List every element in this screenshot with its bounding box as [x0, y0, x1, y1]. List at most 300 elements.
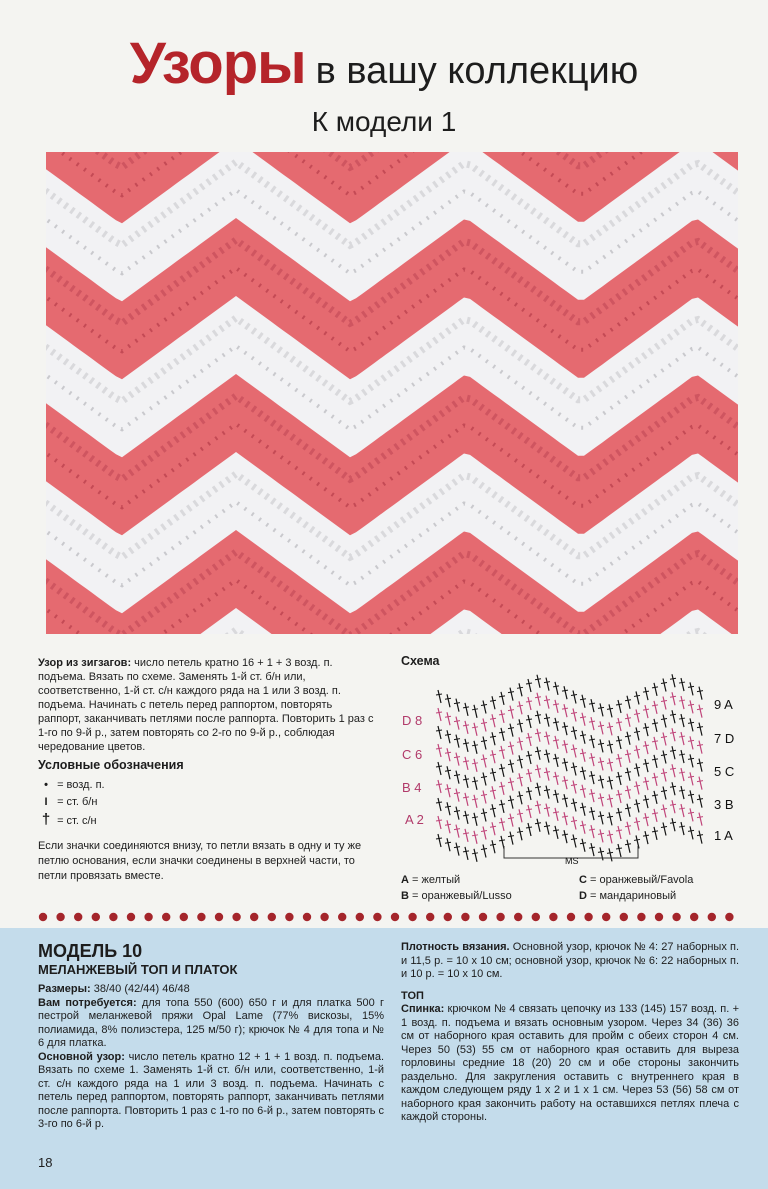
stitch-crossbar — [517, 795, 523, 796]
stitch-symbol — [663, 715, 666, 728]
stitch-symbol — [573, 726, 576, 739]
stitch-crossbar — [679, 826, 685, 827]
stitch-crossbar — [544, 772, 550, 773]
stitch-symbol — [456, 825, 459, 838]
stitch-crossbar — [688, 758, 694, 759]
stitch-crossbar — [562, 726, 568, 727]
stitch-crossbar — [598, 815, 604, 816]
stitch-symbol — [474, 741, 477, 754]
color-key-b: B = оранжевый/Lusso — [401, 890, 512, 902]
stitch-symbol — [573, 816, 576, 829]
stitch-crossbar — [616, 830, 622, 831]
stitch-crossbar — [472, 817, 478, 818]
stitch-crossbar — [661, 737, 667, 738]
stitch-crossbar — [580, 825, 586, 826]
stitch-crossbar — [526, 809, 532, 810]
stitch-symbol — [636, 781, 639, 794]
stitch-crossbar — [643, 781, 649, 782]
stitch-crossbar — [454, 757, 460, 758]
stitch-symbol — [546, 786, 549, 799]
legend-row-double-crochet — [38, 811, 105, 828]
stitch-symbol — [456, 789, 459, 802]
stitch-symbol — [582, 839, 585, 852]
stitch-crossbar — [481, 723, 487, 724]
color-key-d: D = мандариновый — [579, 890, 677, 902]
stitch-crossbar — [508, 764, 514, 765]
stitch-crossbar — [535, 697, 541, 698]
stitch-crossbar — [697, 745, 703, 746]
stitch-symbol — [699, 813, 702, 826]
stitch-symbol — [465, 739, 468, 752]
stitch-crossbar — [436, 748, 442, 749]
stitch-crossbar — [526, 791, 532, 792]
stitch-crossbar — [490, 718, 496, 719]
stitch-crossbar — [616, 704, 622, 705]
model-subtitle: МЕЛАНЖЕВЫЙ ТОП И ПЛАТОК — [38, 962, 238, 977]
stitch-symbol — [564, 704, 567, 717]
stitch-crossbar — [697, 817, 703, 818]
stitch-crossbar — [616, 758, 622, 759]
stitch-symbol — [591, 843, 594, 856]
stitch-crossbar — [508, 818, 514, 819]
model-title: МОДЕЛЬ 10 — [38, 941, 143, 961]
stitch-symbol — [681, 732, 684, 745]
stitch-crossbar — [553, 794, 559, 795]
stitch-symbol — [501, 692, 504, 705]
stitch-symbol — [438, 708, 441, 721]
stitch-symbol — [690, 754, 693, 767]
legend-heading: Условные обозначения — [38, 758, 184, 772]
stitch-symbol — [492, 804, 495, 817]
stitch-crossbar — [634, 785, 640, 786]
stitch-crossbar — [625, 826, 631, 827]
stitch-crossbar — [607, 708, 613, 709]
stitch-symbol — [609, 740, 612, 753]
stitch-symbol — [438, 762, 441, 775]
stitch-crossbar — [454, 847, 460, 848]
stitch-symbol — [456, 735, 459, 748]
stitch-crossbar — [697, 763, 703, 764]
stitch-symbol — [474, 849, 477, 862]
stitch-symbol — [483, 791, 486, 804]
stitch-crossbar — [544, 826, 550, 827]
stitch-crossbar — [670, 714, 676, 715]
stitch-crossbar — [580, 699, 586, 700]
stitch-symbol — [654, 719, 657, 732]
stitch-crossbar — [643, 817, 649, 818]
stitch-symbol — [519, 791, 522, 804]
stitch-crossbar — [553, 740, 559, 741]
stitch-crossbar — [607, 834, 613, 835]
stitch-symbol — [474, 813, 477, 826]
stitch-symbol — [627, 714, 630, 727]
stitch-crossbar — [571, 730, 577, 731]
stitch-symbol — [492, 840, 495, 853]
stitch-symbol — [546, 822, 549, 835]
stitch-crossbar — [571, 748, 577, 749]
stitch-crossbar — [652, 795, 658, 796]
stitch-symbol — [609, 704, 612, 717]
stitch-crossbar — [589, 847, 595, 848]
stitch-symbol — [447, 802, 450, 815]
stitch-symbol — [600, 793, 603, 806]
stitch-symbol — [618, 700, 621, 713]
stitch-crossbar — [670, 786, 676, 787]
divider-dot — [268, 913, 276, 921]
stitch-crossbar — [688, 686, 694, 687]
stitch-symbol — [690, 700, 693, 713]
stitch-symbol — [609, 722, 612, 735]
stitch-crossbar — [481, 777, 487, 778]
stitch-symbol — [690, 808, 693, 821]
model-right-column — [401, 941, 739, 1125]
row-label-right: 3 B — [714, 797, 734, 812]
stitch-symbol — [690, 736, 693, 749]
stitch-crossbar — [634, 821, 640, 822]
stitch-crossbar — [670, 768, 676, 769]
stitch-symbol — [681, 678, 684, 691]
stitch-crossbar — [436, 820, 442, 821]
stitch-crossbar — [499, 804, 505, 805]
stitch-symbol — [627, 840, 630, 853]
stitch-crossbar — [670, 732, 676, 733]
stitch-crossbar — [463, 815, 469, 816]
stitch-crossbar — [526, 737, 532, 738]
model-left-column — [38, 941, 384, 1132]
stitch-symbol — [528, 823, 531, 836]
stitch-crossbar — [661, 719, 667, 720]
stitch-crossbar — [463, 761, 469, 762]
stitch-crossbar — [481, 831, 487, 832]
stitch-crossbar — [436, 694, 442, 695]
stitch-symbol — [618, 736, 621, 749]
stitch-symbol — [501, 728, 504, 741]
stitch-crossbar — [697, 835, 703, 836]
divider-dot — [338, 913, 346, 921]
stitch-crossbar — [481, 759, 487, 760]
stitch-symbol — [654, 683, 657, 696]
stitch-symbol — [681, 822, 684, 835]
stitch-crossbar — [634, 839, 640, 840]
stitch-symbol — [618, 808, 621, 821]
stitch-symbol — [663, 769, 666, 782]
stitch-crossbar — [616, 740, 622, 741]
stitch-symbol — [564, 812, 567, 825]
stitch-symbol — [519, 737, 522, 750]
stitch-crossbar — [499, 840, 505, 841]
stitch-crossbar — [490, 790, 496, 791]
stitch-crossbar — [589, 703, 595, 704]
stitch-symbol — [492, 786, 495, 799]
stitch-crossbar — [472, 853, 478, 854]
stitch-symbol — [528, 679, 531, 692]
stitch-symbol — [519, 773, 522, 786]
stitch-symbol — [546, 804, 549, 817]
stitch-symbol — [618, 844, 621, 857]
divider-dot — [655, 913, 663, 921]
stitch-symbol — [492, 696, 495, 709]
stitch-symbol — [555, 772, 558, 785]
stitch-crossbar — [526, 683, 532, 684]
divider-dot — [672, 913, 680, 921]
stitch-crossbar — [526, 719, 532, 720]
stitch-symbol — [510, 760, 513, 773]
stitch-crossbar — [688, 722, 694, 723]
divider-dot — [584, 913, 592, 921]
stitch-symbol — [681, 696, 684, 709]
stitch-symbol — [537, 729, 540, 742]
stitch-crossbar — [562, 780, 568, 781]
stitch-crossbar — [463, 725, 469, 726]
stitch-symbol — [645, 687, 648, 700]
stitch-symbol — [573, 798, 576, 811]
stitch-crossbar — [472, 835, 478, 836]
knitting-texture-image — [46, 152, 738, 634]
divider-dot — [549, 913, 557, 921]
stitch-symbol — [501, 746, 504, 759]
stitch-crossbar — [607, 816, 613, 817]
stitch-crossbar — [697, 799, 703, 800]
stitch-symbol — [447, 820, 450, 833]
stitch-symbol — [465, 811, 468, 824]
stitch-symbol — [636, 763, 639, 776]
stitch-crossbar — [598, 743, 604, 744]
stitch-symbol — [645, 705, 648, 718]
stitch-symbol — [582, 731, 585, 744]
stitch-crossbar — [490, 826, 496, 827]
dotted-divider — [38, 911, 738, 923]
stitch-symbol — [636, 727, 639, 740]
stitch-crossbar — [643, 691, 649, 692]
stitch-symbol — [672, 728, 675, 741]
stitch-symbol — [447, 712, 450, 725]
stitch-crossbar — [508, 800, 514, 801]
stitch-crossbar — [580, 843, 586, 844]
stitch-crossbar — [661, 683, 667, 684]
divider-dot — [567, 913, 575, 921]
stitch-symbol — [573, 762, 576, 775]
stitch-crossbar — [661, 791, 667, 792]
stitch-crossbar — [562, 834, 568, 835]
stitch-crossbar — [643, 709, 649, 710]
double-crochet-icon: † — [41, 811, 51, 828]
stitch-symbol — [609, 830, 612, 843]
stitch-symbol — [510, 796, 513, 809]
schema-heading: Схема — [401, 654, 440, 668]
stitch-symbol — [501, 710, 504, 723]
divider-dot — [356, 913, 364, 921]
stitch-crossbar — [481, 705, 487, 706]
stitch-crossbar — [445, 842, 451, 843]
stitch-symbol — [699, 777, 702, 790]
stitch-crossbar — [679, 772, 685, 773]
stitch-crossbar — [571, 838, 577, 839]
stitch-crossbar — [472, 709, 478, 710]
stitch-crossbar — [589, 721, 595, 722]
stitch-crossbar — [625, 772, 631, 773]
stitch-crossbar — [598, 833, 604, 834]
stitch-crossbar — [517, 723, 523, 724]
stitch-crossbar — [517, 759, 523, 760]
stitch-crossbar — [562, 816, 568, 817]
stitch-crossbar — [535, 823, 541, 824]
stitch-symbol — [528, 805, 531, 818]
stitch-symbol — [573, 708, 576, 721]
stitch-symbol — [672, 782, 675, 795]
stitch-symbol — [474, 723, 477, 736]
stitch-symbol — [438, 780, 441, 793]
stitch-symbol — [591, 771, 594, 784]
stitch-symbol — [555, 790, 558, 803]
stitch-symbol — [447, 748, 450, 761]
legend-label: = ст. с/н — [57, 815, 97, 827]
stitch-crossbar — [517, 813, 523, 814]
stitch-symbol — [546, 768, 549, 781]
stitch-crossbar — [652, 813, 658, 814]
stitch-symbol — [555, 736, 558, 749]
stitch-crossbar — [436, 712, 442, 713]
stitch-crossbar — [625, 718, 631, 719]
stitch-crossbar — [688, 704, 694, 705]
stitch-crossbar — [580, 771, 586, 772]
pattern-name: Узор из зигзагов: — [38, 657, 132, 669]
stitch-symbol — [546, 750, 549, 763]
stitch-crossbar — [454, 703, 460, 704]
stitch-crossbar — [580, 717, 586, 718]
stitch-crossbar — [517, 741, 523, 742]
page-subtitle: К модели 1 — [311, 106, 457, 137]
stitch-crossbar — [625, 790, 631, 791]
stitch-symbol — [483, 719, 486, 732]
stitch-crossbar — [544, 736, 550, 737]
stitch-symbol — [546, 696, 549, 709]
stitch-crossbar — [481, 813, 487, 814]
stitch-symbol — [447, 784, 450, 797]
divider-dot — [690, 913, 698, 921]
stitch-crossbar — [643, 745, 649, 746]
color-key-c: C = оранжевый/Favola — [579, 874, 694, 886]
stitch-crossbar — [670, 804, 676, 805]
stitch-crossbar — [490, 844, 496, 845]
stitch-crossbar — [697, 727, 703, 728]
stitch-symbol — [654, 755, 657, 768]
stitch-symbol — [618, 718, 621, 731]
stitch-crossbar — [643, 727, 649, 728]
stitch-crossbar — [688, 794, 694, 795]
divider-dot — [602, 913, 610, 921]
stitch-crossbar — [436, 838, 442, 839]
stitch-crossbar — [499, 786, 505, 787]
stitch-crossbar — [598, 725, 604, 726]
stitch-crossbar — [652, 723, 658, 724]
title-main-word: Узоры — [129, 31, 306, 96]
stitch-symbol — [654, 773, 657, 786]
stitch-symbol — [474, 777, 477, 790]
stitch-symbol — [456, 843, 459, 856]
divider-dot — [162, 913, 170, 921]
stitch-symbol — [546, 714, 549, 727]
stitch-crossbar — [616, 812, 622, 813]
stitch-symbol — [627, 750, 630, 763]
stitch-crossbar — [634, 803, 640, 804]
stitch-crossbar — [625, 844, 631, 845]
stitch-crossbar — [526, 773, 532, 774]
stitch-symbol — [699, 705, 702, 718]
stitch-crossbar — [670, 822, 676, 823]
sizes: Размеры: 38/40 (42/44) 46/48 — [38, 983, 190, 995]
stitch-symbol — [699, 741, 702, 754]
stitch-crossbar — [697, 781, 703, 782]
stitch-symbol — [690, 718, 693, 731]
row-label-left: C 6 — [402, 747, 423, 762]
stitch-crossbar — [616, 776, 622, 777]
divider-dot — [109, 913, 117, 921]
stitch-symbol — [501, 800, 504, 813]
stitch-symbol — [447, 730, 450, 743]
stitch-crossbar — [454, 775, 460, 776]
stitch-symbol — [474, 795, 477, 808]
stitch-symbol — [519, 809, 522, 822]
stitch-symbol — [528, 769, 531, 782]
divider-dot — [620, 913, 628, 921]
stitch-symbol — [618, 772, 621, 785]
stitch-crossbar — [445, 698, 451, 699]
stitch-crossbar — [535, 769, 541, 770]
pattern-description — [38, 656, 378, 754]
divider-dot — [496, 913, 504, 921]
divider-dot — [373, 913, 381, 921]
stitch-crossbar — [616, 722, 622, 723]
stitch-symbol — [474, 759, 477, 772]
stitch-symbol — [465, 757, 468, 770]
stitch-symbol — [591, 789, 594, 802]
stitch-symbol — [564, 776, 567, 789]
row-label-left: A 2 — [405, 812, 424, 827]
stitch-crossbar — [436, 766, 442, 767]
stitch-symbol — [681, 750, 684, 763]
stitch-crossbar — [445, 716, 451, 717]
stitch-symbol — [483, 827, 486, 840]
stitch-crossbar — [634, 731, 640, 732]
stitch-symbol — [564, 794, 567, 807]
stitch-crossbar — [445, 824, 451, 825]
stitch-symbol — [582, 713, 585, 726]
stitch-symbol — [501, 818, 504, 831]
stitch-crossbar — [562, 798, 568, 799]
stitch-symbol — [483, 773, 486, 786]
divider-dot — [197, 913, 205, 921]
stitch-crossbar — [607, 852, 613, 853]
stitch-symbol — [492, 822, 495, 835]
stitch-crossbar — [688, 776, 694, 777]
stitch-symbol — [618, 754, 621, 767]
stitch-crossbar — [625, 808, 631, 809]
stitch-symbol — [690, 682, 693, 695]
stitch-crossbar — [697, 691, 703, 692]
stitch-symbol — [591, 717, 594, 730]
stitch-crossbar — [490, 736, 496, 737]
stitch-symbol — [555, 718, 558, 731]
stitch-crossbar — [517, 687, 523, 688]
stitch-symbol — [537, 747, 540, 760]
stitch-crossbar — [535, 715, 541, 716]
divider-dot — [250, 913, 258, 921]
stitch-symbol — [447, 694, 450, 707]
stitch-symbol — [636, 817, 639, 830]
stitch-symbol — [672, 764, 675, 777]
stitch-crossbar — [652, 687, 658, 688]
stitch-crossbar — [652, 705, 658, 706]
